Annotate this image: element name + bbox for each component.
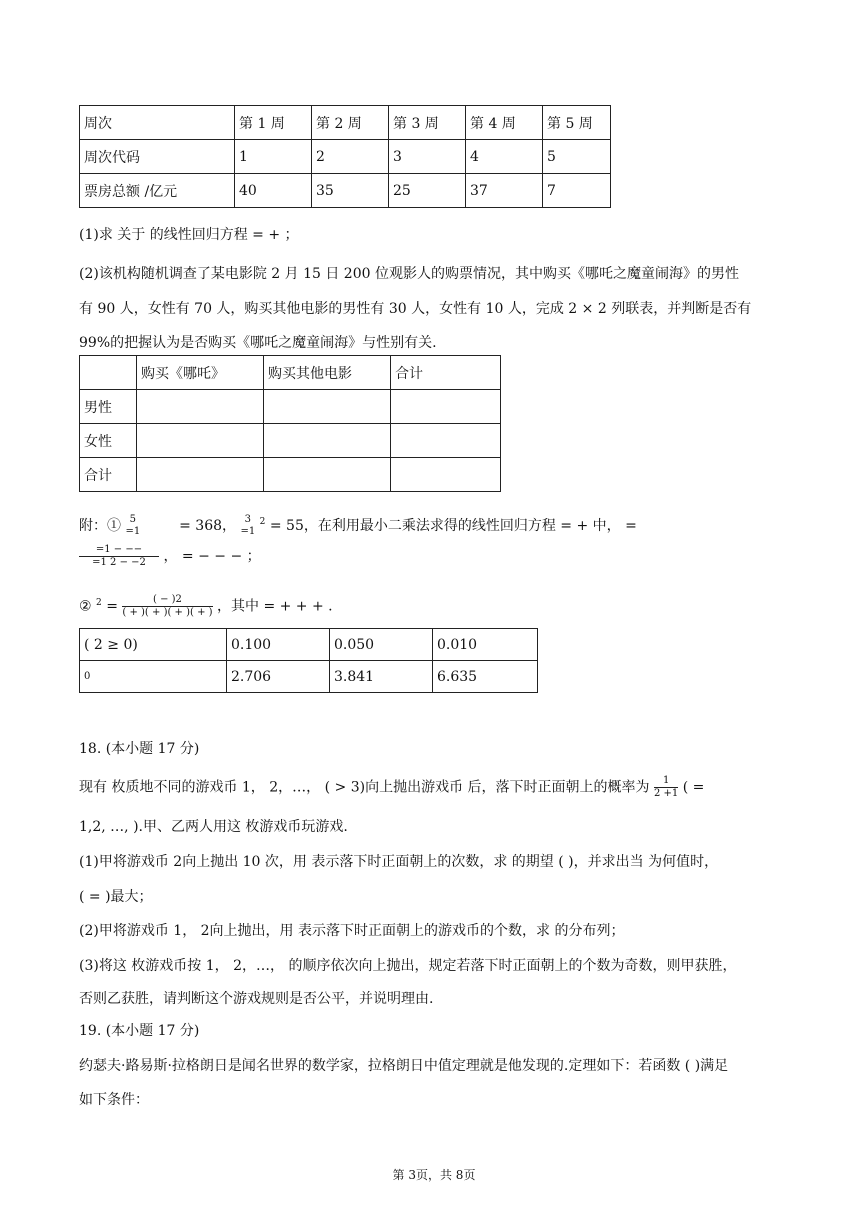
appendix-label: 附：①	[79, 518, 126, 534]
slope-formula	[79, 544, 159, 569]
contingency-table	[79, 355, 501, 492]
question-18-tail: ( =	[682, 779, 705, 796]
appendix-line-1	[79, 514, 637, 538]
superscript: 2	[96, 597, 102, 608]
table-cell: 5	[543, 140, 611, 174]
table-cell: 40	[235, 174, 312, 208]
table-cell: 第 4 周	[466, 106, 543, 140]
table-cell: 3	[389, 140, 466, 174]
table-cell: 4	[466, 140, 543, 174]
question-18-line-1	[79, 775, 704, 800]
appendix-label-2: ②	[79, 598, 97, 615]
table-cell: 2.706	[227, 661, 330, 693]
question-19-line-1: 约瑟夫·路易斯·拉格朗日是闻名世界的数学家，拉格朗日中值定理就是他发现的.定理如下：若函数 ( )满足	[79, 1058, 729, 1074]
table-cell: 25	[389, 174, 466, 208]
appendix-line-2	[79, 544, 261, 569]
summation-upper: 5	[129, 514, 137, 525]
table-cell: 购买《哪吒》	[137, 356, 264, 390]
table-cell: 3.841	[330, 661, 433, 693]
question-18-header: 18. (本小题 17 分)	[79, 741, 200, 757]
table-cell: ( 2 ≥ 0)	[80, 629, 227, 661]
summation-lower: =1	[240, 526, 256, 537]
table-cell: 1	[235, 140, 312, 174]
table-cell	[264, 458, 391, 492]
page-footer: 第 3页，共 8页	[392, 1168, 476, 1182]
table-cell	[137, 424, 264, 458]
chi-square-note: ，其中 = + + + .	[217, 598, 333, 615]
question-part-2-line-1: (2)该机构随机调查了某电影院 2 月 15 日 200 位观影人的购票情况，其中购买《哪吒之魔童闹海》的男性	[79, 266, 739, 282]
weekly-box-office-table	[79, 105, 611, 208]
intercept-formula: ， = − − − ；	[163, 548, 261, 565]
question-18-line-6: (3)将这 枚游戏币按 1， 2，…， 的顺序依次向上抛出，规定若落下时正面朝上的个数为奇数，则甲获胜，	[79, 958, 737, 974]
table-cell: 周次	[80, 106, 235, 140]
table-cell: 合计	[80, 458, 137, 492]
table-cell: 35	[312, 174, 389, 208]
formula-numerator: =1 − −−	[79, 544, 159, 557]
table-cell	[391, 390, 501, 424]
table-cell: 6.635	[433, 661, 538, 693]
question-18-line-4: ( = )最大；	[79, 889, 153, 905]
table-cell: 男性	[80, 390, 137, 424]
formula-denominator: 2 +1	[653, 788, 679, 799]
table-cell: 票房总额 /亿元	[80, 174, 235, 208]
summation	[240, 514, 255, 538]
table-cell: 0.100	[227, 629, 330, 661]
summation	[125, 514, 140, 538]
question-19-header: 19. (本小题 17 分)	[79, 1023, 200, 1039]
table-cell: 合计	[391, 356, 501, 390]
question-18-line-2: 1,2, …, ).甲、乙两人用这 枚游戏币玩游戏.	[79, 819, 348, 835]
table-cell	[264, 390, 391, 424]
table-cell: 周次代码	[80, 140, 235, 174]
critical-value-table	[79, 628, 538, 693]
table-cell: 37	[466, 174, 543, 208]
table-cell: 购买其他电影	[264, 356, 391, 390]
table-cell: 7	[543, 174, 611, 208]
superscript: 2	[259, 517, 266, 527]
question-19-line-2: 如下条件：	[79, 1092, 149, 1108]
question-part-2-line-3: 99%的把握认为是否购买《哪吒之魔童闹海》与性别有关.	[79, 335, 437, 351]
formula-numerator: ( − )2	[122, 594, 212, 607]
table-cell: 女性	[80, 424, 137, 458]
summation-upper: 3	[244, 514, 252, 525]
table-cell: 第 2 周	[312, 106, 389, 140]
table-cell: 第 1 周	[235, 106, 312, 140]
table-cell	[80, 356, 137, 390]
probability-fraction	[654, 775, 678, 800]
table-cell	[137, 458, 264, 492]
question-part-1: (1)求 关于 的线性回归方程 = + ；	[79, 227, 299, 243]
table-cell: 0.010	[433, 629, 538, 661]
formula-denominator: ( + )( + )( + )( + )	[122, 607, 213, 618]
table-cell: 0.050	[330, 629, 433, 661]
question-18-line-7: 否则乙获胜，请判断这个游戏规则是否公平，并说明理由.	[79, 991, 434, 1007]
question-18-line-5: (2)甲将游戏币 1， 2向上抛出，用 表示落下时正面朝上的游戏币的个数，求 的分布列；	[79, 923, 625, 939]
appendix-eq-1: = 368，	[179, 518, 237, 534]
appendix-eq-2: = 55，在利用最小二乘法求得的线性回归方程 = + 中， =	[269, 518, 637, 534]
question-18-text: 现有 枚质地不同的游戏币 1， 2，…， ( > 3)向上抛出游戏币 后，落下时正面朝上的概率为	[79, 779, 650, 796]
table-cell	[391, 424, 501, 458]
formula-denominator: =1 2 − −2	[92, 557, 146, 568]
formula-numerator: 1	[654, 775, 678, 788]
question-18-line-3: (1)甲将游戏币 2向上抛出 10 次，用 表示落下时正面朝上的次数，求 的期望 ( )，并求出当 为何值时，	[79, 854, 719, 870]
question-part-2-line-2: 有 90 人，女性有 70 人，购买其他电影的男性有 30 人，女性有 10 人，完成 2 × 2 列联表，并判断是否有	[79, 301, 752, 317]
summation-lower: =1	[125, 526, 141, 537]
table-cell	[137, 390, 264, 424]
table-cell: 0	[80, 661, 227, 693]
table-cell: 第 5 周	[543, 106, 611, 140]
chi-square-eq: =	[106, 598, 118, 615]
table-cell: 第 3 周	[389, 106, 466, 140]
table-cell	[391, 458, 501, 492]
table-cell	[264, 424, 391, 458]
appendix-line-3	[79, 594, 333, 619]
chi-square-formula	[122, 594, 212, 619]
table-cell: 2	[312, 140, 389, 174]
